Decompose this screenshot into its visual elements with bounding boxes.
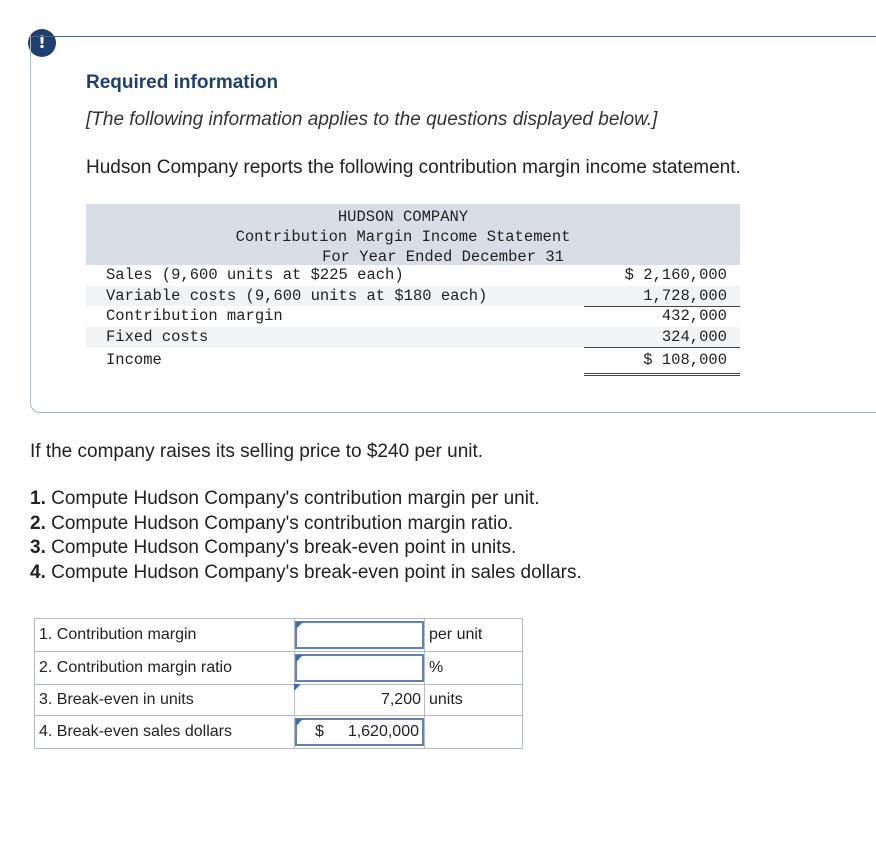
statement-row-income	[86, 347, 740, 373]
question-number: 2.	[30, 512, 46, 534]
row-amount: 432,000	[661, 307, 727, 325]
question-item	[30, 561, 582, 586]
answer-cell	[295, 619, 425, 652]
row-amount: 1,728,000	[584, 286, 740, 308]
question-number: 3.	[30, 537, 46, 558]
answer-unit: %	[425, 652, 523, 685]
answer-unit	[425, 716, 523, 749]
break-even-sales-input[interactable]	[295, 718, 424, 746]
question-text: Compute Hudson Company's contribution margin per unit.	[51, 488, 540, 509]
statement-row-fixed-costs	[86, 327, 740, 348]
statement-title: Contribution Margin Income Statement	[235, 228, 571, 246]
break-even-units-input[interactable]	[295, 685, 424, 715]
row-label: Variable costs (9,600 units at $180 each)	[106, 286, 488, 305]
answer-row-contribution-margin	[35, 619, 523, 652]
row-label: Sales (9,600 units at $225 each)	[106, 266, 404, 284]
required-intro: Hudson Company reports the following contribution margin income statement.	[86, 157, 741, 178]
answer-row-contribution-margin-ratio	[35, 652, 523, 685]
currency-prefix: $	[315, 723, 324, 740]
input-value: 7,200	[380, 691, 421, 708]
row-amount: 324,000	[584, 327, 740, 349]
answer-label: 2. Contribution margin ratio	[35, 652, 295, 685]
question-item	[30, 536, 582, 561]
answer-cell	[295, 716, 425, 749]
answer-table	[34, 618, 523, 749]
question-text: Compute Hudson Company's break-even point in sales dollars.	[51, 561, 582, 583]
exclamation-icon: !	[28, 29, 56, 57]
question-text: Compute Hudson Company's break-even point in units.	[51, 537, 517, 558]
flag-marker-icon	[296, 719, 303, 726]
question-number: 1.	[30, 488, 46, 509]
income-statement	[86, 204, 740, 373]
question-list	[30, 487, 582, 585]
required-title: Required information	[86, 72, 279, 93]
flag-marker-icon	[296, 622, 303, 629]
answer-label: 4. Break-even sales dollars	[35, 716, 295, 749]
required-note: [The following information applies to the questions displayed below.]	[86, 109, 658, 130]
statement-row-sales	[86, 265, 740, 286]
question-number: 4.	[30, 561, 46, 583]
input-value: 1,620,000	[347, 723, 419, 740]
row-label: Contribution margin	[106, 307, 283, 325]
answer-label: 3. Break-even in units	[35, 685, 295, 716]
answer-row-break-even-sales	[35, 716, 523, 749]
answer-unit: units	[425, 685, 523, 716]
contribution-margin-ratio-input[interactable]	[295, 654, 424, 682]
answer-cell	[295, 685, 425, 716]
row-amount: $ 2,160,000	[584, 265, 740, 287]
answer-cell	[295, 652, 425, 685]
statement-header	[86, 204, 740, 265]
flag-marker-icon	[296, 655, 303, 662]
answer-row-break-even-units	[35, 685, 523, 716]
statement-period: For Year Ended December 31	[322, 248, 564, 266]
question-item	[30, 487, 582, 512]
question-item	[30, 512, 582, 537]
question-text: Compute Hudson Company's contribution margin ratio.	[51, 512, 514, 534]
row-amount: $ 108,000	[584, 347, 740, 376]
statement-row-variable-costs	[86, 286, 740, 307]
row-label: Income	[106, 351, 162, 369]
flag-marker-icon	[294, 684, 301, 691]
row-label: Fixed costs	[106, 327, 209, 346]
statement-company: HUDSON COMPANY	[337, 208, 469, 226]
answer-label: 1. Contribution margin	[35, 619, 295, 652]
contribution-margin-input[interactable]	[295, 621, 424, 649]
statement-row-contribution-margin	[86, 306, 740, 327]
answer-unit: per unit	[425, 619, 523, 652]
scenario-text: If the company raises its selling price to $240 per unit.	[30, 441, 484, 462]
